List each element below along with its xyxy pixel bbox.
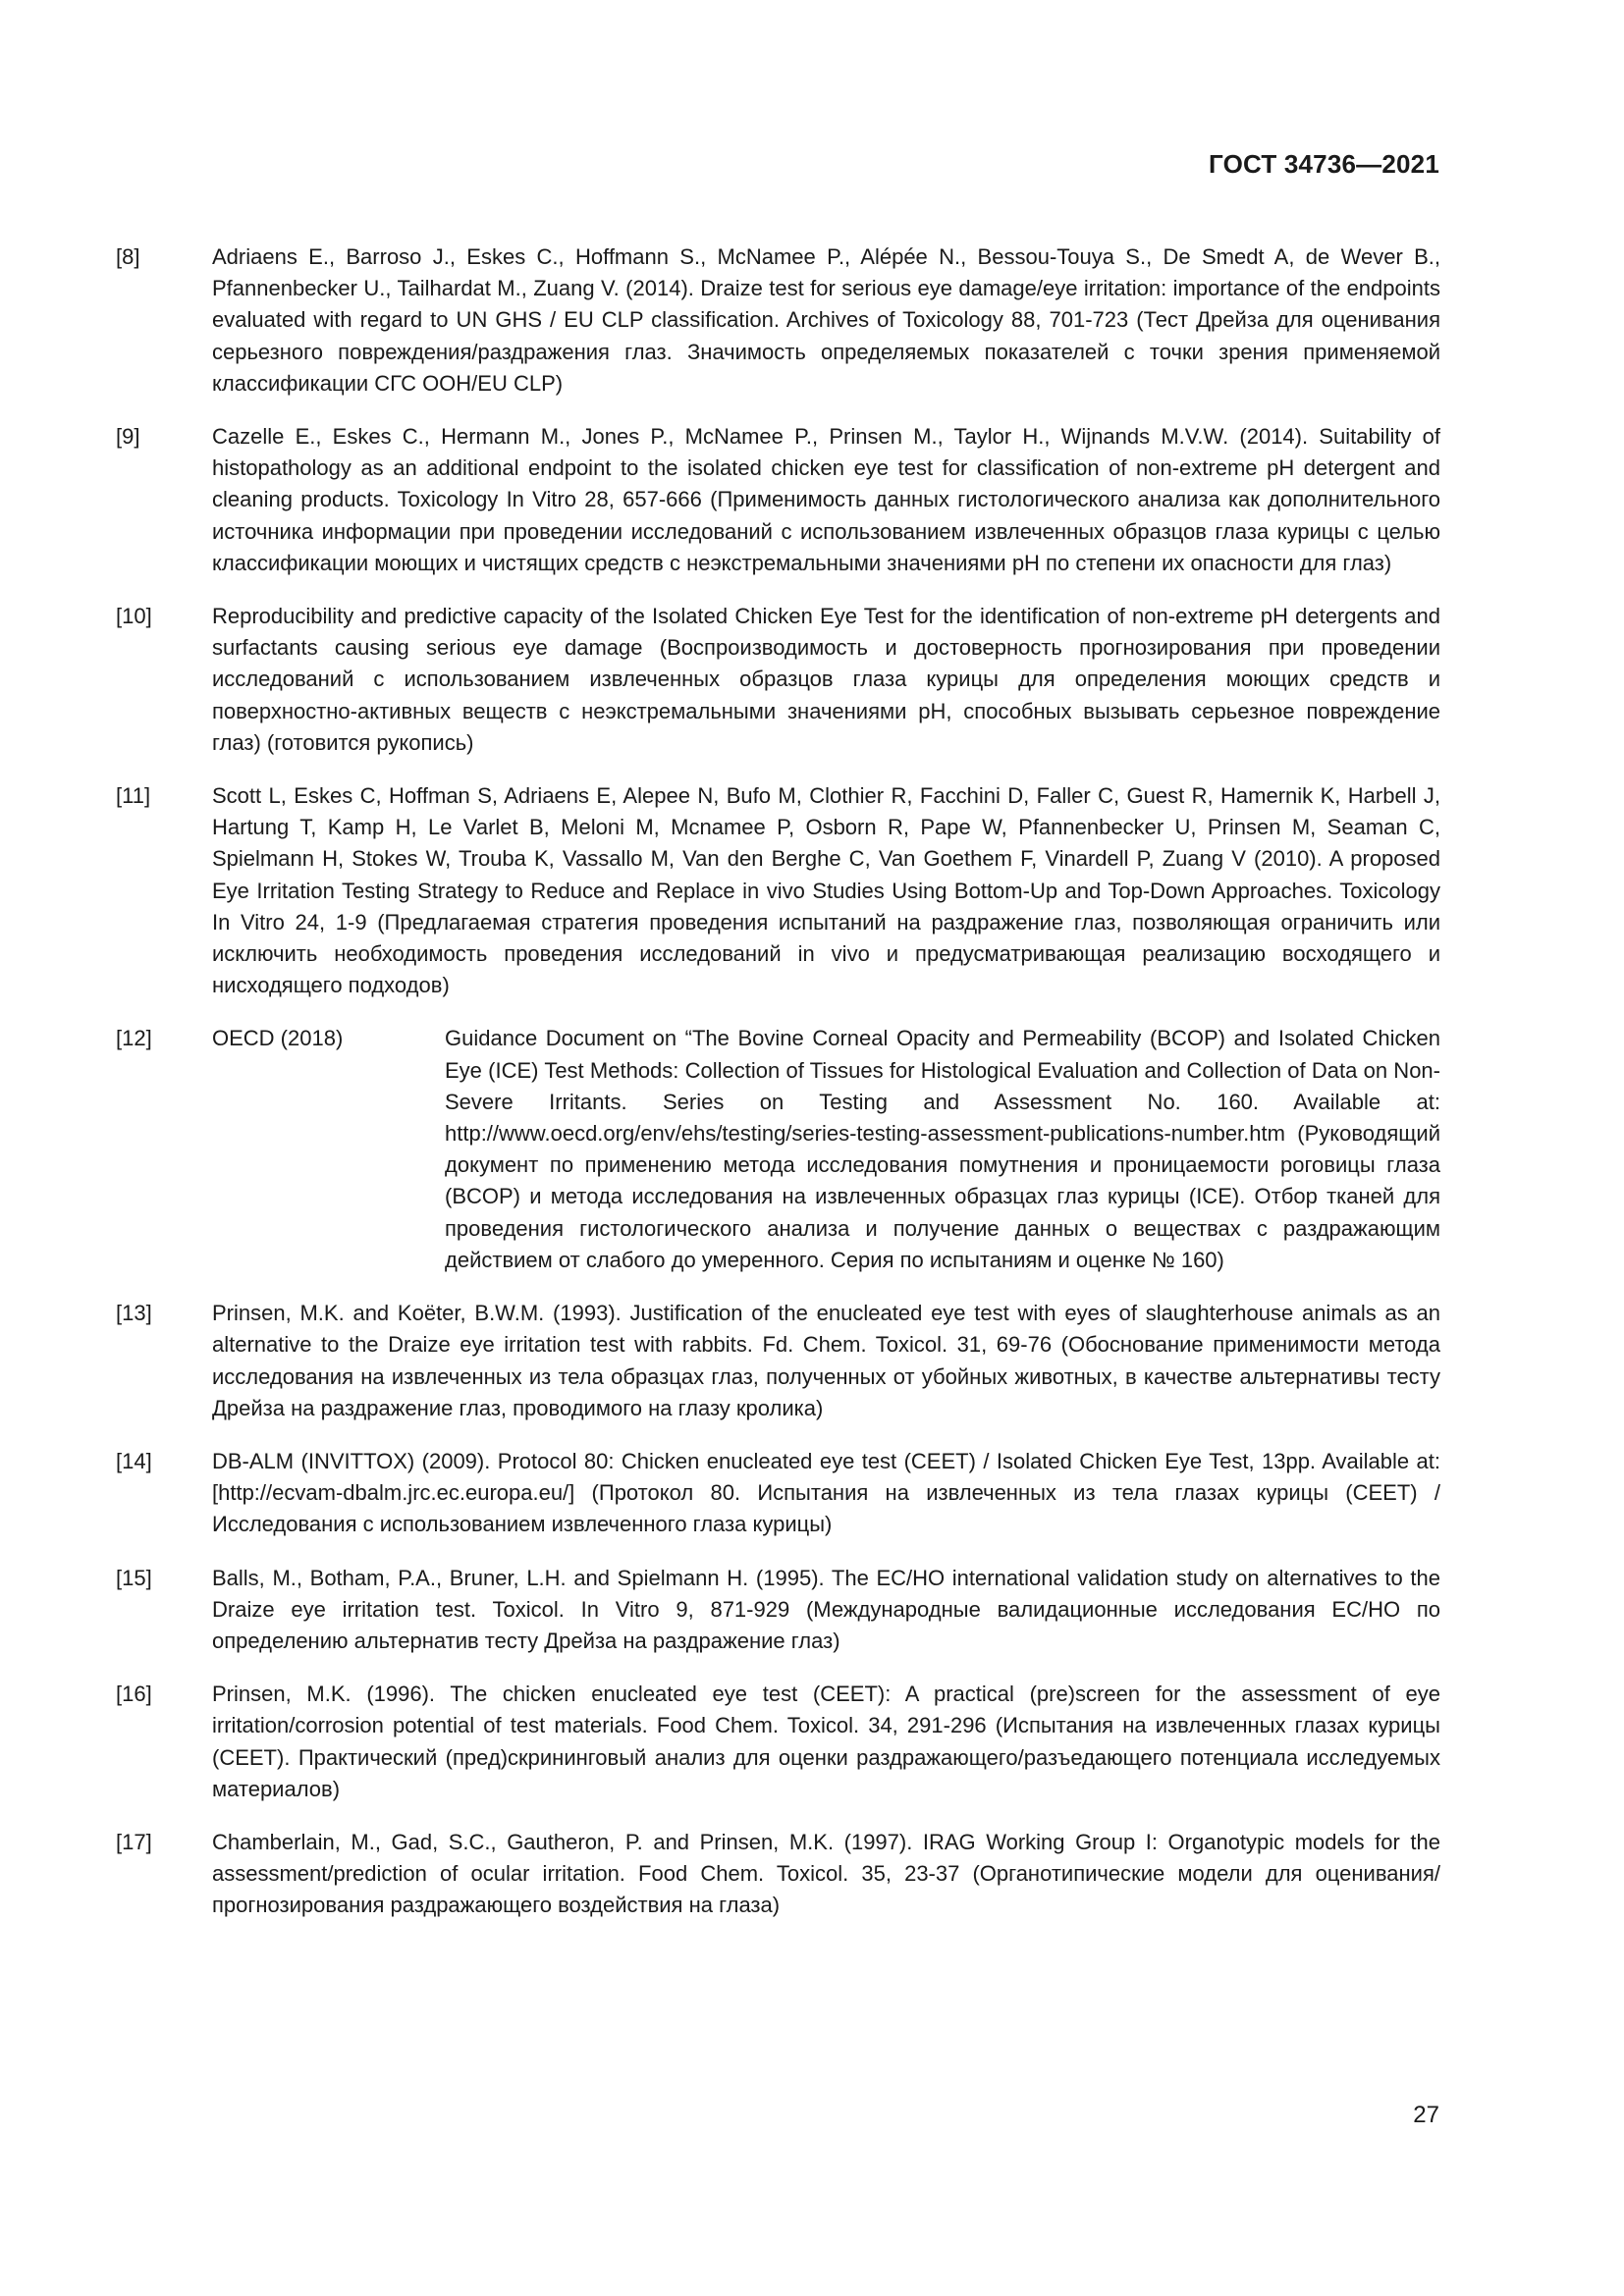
reference-text: DB-ALM (INVITTOX) (2009). Protocol 80: Chicken enucleated eye test (CEET) / Isolated Chicken Eye Test, 13pp. Available at: [http://ecvam-dbalm.jrc.ec.europa.eu/] (Протокол 80. Испытания на извлеченных из тела глазах курицы (CEET) / Исследования с использованием извлеченного глаза курицы) [212, 1448, 1440, 1537]
reference-number: [9] [116, 424, 140, 450]
reference-text: Prinsen, M.K. (1996). The chicken enucleated eye test (CEET): A practical (pre)screen for the assessment of eye irritation/corrosion potential of test materials. Food Chem. Toxicol. 34, 291-296 (Испытания на извлеченных глазах курицы (CEET). Практический (пред)скрининговый анализ для оценки раздражающего/разъедающего потенциала исследуемых материалов) [212, 1682, 1440, 1801]
reference-text: Adriaens E., Barroso J., Eskes C., Hoffmann S., McNamee P., Alépée N., Bessou-Touya S., De Smedt A, de Wever B., Pfannenbecker U., Tailhardat M., Zuang V. (2014). Draize test for serious eye damage/eye irritation: importance of the endpoints evaluated with regard to UN GHS / EU CLP classification. Archives of Toxicology 88, 701-723 (Тест Дрейза для оценивания серьезного повреждения/раздражения глаз. Значимость определяемых показателей с точки зрения применяемой классификации СГС ООН/EU CLP) [212, 244, 1440, 396]
reference-number: [8] [116, 244, 140, 269]
reference-item [116, 1446, 1440, 1541]
reference-text: Prinsen, M.K. and Koëter, B.W.M. (1993). Justification of the enucleated eye test with eyes of slaughterhouse animals as an alternative to the Draize eye irritation test with rabbits. Fd. Chem. Toxicol. 31, 69-76 (Обоснование применимости метода исследования на извлеченных из тела образцах глаз, полученных от убойных животных, в качестве альтернативы тесту Дрейза на раздражение глаз, проводимого на глазу кролика) [212, 1301, 1440, 1420]
reference-item [116, 1679, 1440, 1805]
reference-text: Reproducibility and predictive capacity of the Isolated Chicken Eye Test for the identification of non-extreme pH detergents and surfactants causing serious eye damage (Воспроизводимость и достоверность прогнозирования при проведении исследований с использованием извлеченных образцов глаза курицы для определения моющих средств и поверхностно-активных веществ с неэкстремальными значениями pH, способных вызывать серьезное повреждение глаз) (готовится рукопись) [212, 604, 1440, 755]
reference-number: [12] [116, 1026, 152, 1051]
page-number: 27 [1413, 2102, 1439, 2128]
reference-number: [16] [116, 1682, 152, 1707]
reference-text: Balls, M., Botham, P.A., Bruner, L.H. and Spielmann H. (1995). The EC/HO international validation study on alternatives to the Draize eye irritation test. Toxicol. In Vitro 9, 871-929 (Международные валидационные исследования EC/HO по определению альтернатив тесту Дрейза на раздражение глаз) [212, 1565, 1440, 1653]
reference-item [116, 780, 1440, 1001]
reference-item [116, 421, 1440, 579]
reference-text: Guidance Document on “The Bovine Corneal Opacity and Permeability (BCOP) and Isolated Chicken Eye (ICE) Test Methods: Collection of Tissues for Histological Evaluation and Collection of Data on Non-Severe Irritants. Series on Testing and Assessment No. 160. Available at: http://www.oecd.org/env/ehs/testing/series-testing-assessment-publications-number.htm (Руководящий документ по применению метода исследования помутнения и проницаемости роговицы глаза (BCOP) и метода исследования на извлеченных образцах глаз курицы (ICE). Отбор тканей для проведения гистологического анализа и получение данных о веществах с раздражающим действием от слабого до умеренного. Серия по испытаниям и оценке № 160) [445, 1026, 1440, 1272]
reference-text: Cazelle E., Eskes C., Hermann M., Jones P., McNamee P., Prinsen M., Taylor H., Wijnands M.V.W. (2014). Suitability of histopathology as an additional endpoint to the isolated chicken eye test for classification of non-extreme pH detergent and cleaning products. Toxicology In Vitro 28, 657-666 (Применимость данных гистологического анализа как дополнительного источника информации при проведении исследований с использованием извлеченных образцов глаза курицы с целью классификации моющих и чистящих средств с неэкстремальными значениями pH по степени их опасности для глаз) [212, 424, 1440, 575]
reference-item [116, 1563, 1440, 1658]
reference-number: [17] [116, 1829, 152, 1854]
reference-number: [10] [116, 604, 152, 629]
reference-item [116, 241, 1440, 400]
reference-item [116, 1023, 1440, 1276]
reference-text: Scott L, Eskes C, Hoffman S, Adriaens E, Alepee N, Bufo M, Clothier R, Facchini D, Faller C, Guest R, Hamernik K, Harbell J, Hartung T, Kamp H, Le Varlet B, Meloni M, Mcnamee P, Osborn R, Pape W, Pfannenbecker U, Prinsen M, Seaman C, Spielmann H, Stokes W, Trouba K, Vassallo M, Van den Berghe C, Van Goethem F, Vinardell P, Zuang V (2010). A proposed Eye Irritation Testing Strategy to Reduce and Replace in vivo Studies Using Bottom-Up and Top-Down Approaches. Toxicology In Vitro 24, 1-9 (Предлагаемая стратегия проведения испытаний на раздражение глаз, позволяющая ограничить или исключить необходимость проведения исследований in vivo и предусматривающая реализацию восходящего и нисходящего подходов) [212, 783, 1440, 998]
reference-number: [15] [116, 1565, 152, 1590]
document-id: ГОСТ 34736—2021 [1209, 149, 1439, 179]
reference-item [116, 1298, 1440, 1424]
reference-number: [14] [116, 1448, 152, 1473]
reference-item [116, 601, 1440, 759]
reference-list [116, 241, 1440, 1944]
reference-item [116, 1827, 1440, 1922]
reference-number: [11] [116, 783, 151, 809]
reference-number: [13] [116, 1301, 152, 1326]
reference-author: OECD (2018) [212, 1026, 344, 1051]
reference-text: Chamberlain, M., Gad, S.C., Gautheron, P. and Prinsen, M.K. (1997). IRAG Working Group I: Organotypic models for the assessment/prediction of ocular irritation. Food Chem. Toxicol. 35, 23-37 (Органотипические модели для оценивания/прогнозирования раздражающего воздействия на глаза) [212, 1829, 1440, 1918]
